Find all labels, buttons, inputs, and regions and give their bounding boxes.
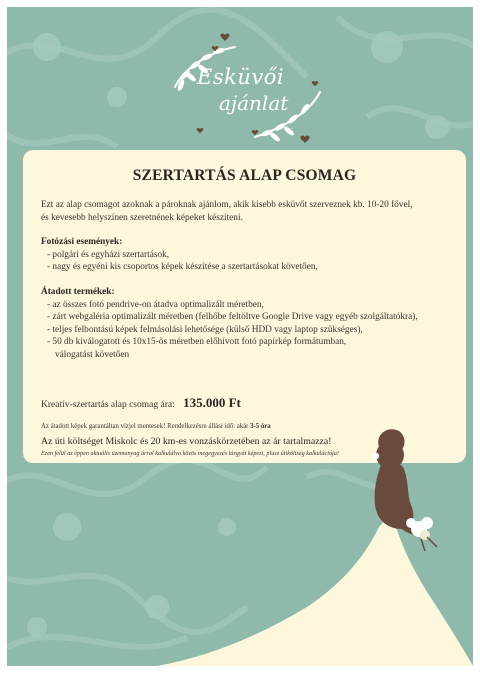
- list-item: - teljes felbontású képek felmásolási lehetősége (külső HDD vagy laptop szükséges),: [47, 324, 363, 335]
- flyer: [7, 7, 473, 666]
- intro-line: Ezt az alap csomagot azoknak a pároknak ajánlom, akik kisebb esküvőt szerveznek kb. 10-20 fővel,: [41, 200, 413, 210]
- page-title: SZERTARTÁS ALAP CSOMAG: [132, 167, 357, 184]
- hair-flower-icon: [373, 453, 379, 459]
- list-item: - nagy és egyéni kis csoportos képek készítése a szertartásokat követően,: [47, 262, 318, 273]
- watermark-note-text: Az átadott képek garantáltan vízjel mentesek! Rendelkezésre állási idő: akár: [41, 423, 249, 430]
- logo-title-line2: ajánlat: [219, 91, 289, 115]
- list-item: - az összes fotó pendrive-on átadva optimalizált méretben,: [47, 299, 264, 310]
- list-item-continuation: válogatást követően: [55, 349, 130, 360]
- list-item: - polgári és egyházi szertartások,: [47, 249, 170, 260]
- availability-hours: 3-5 óra: [250, 423, 271, 430]
- bouquet-icon: [406, 517, 437, 551]
- fuel-note: Ezen felül az éppen aktuális üzemanyag árral kalkulálva közös megegyezés tárgyát képezi, plusz útiköltség kalkulációja!: [41, 450, 339, 457]
- list-item: - zárt webgaléria optimalizált méretben (felhőbe feltöltve Google Drive vagy egyéb szolgáltatókra),: [47, 312, 418, 323]
- travel-note: Az úti költséget Miskolc és 20 km-es vonzáskörzetében az ár tartalmazza!: [41, 436, 332, 447]
- products-heading: Átadott termékek:: [41, 286, 115, 297]
- list-item: - 50 db kiválogatott és 10x15-ös méretben előhívott fotó papírkép formátumban,: [47, 337, 347, 348]
- logo-title-line1: Esküvői: [197, 65, 285, 89]
- intro-line: és kevesebb helyszínen szeretnének képeket készíteni.: [41, 212, 243, 223]
- price-label: Kreatív-szertartás alap csomag ára:: [41, 400, 175, 410]
- events-heading: Fotózási események:: [41, 237, 123, 248]
- bride-silhouette: [7, 7, 473, 666]
- price-value: 135.000 Ft: [183, 395, 241, 410]
